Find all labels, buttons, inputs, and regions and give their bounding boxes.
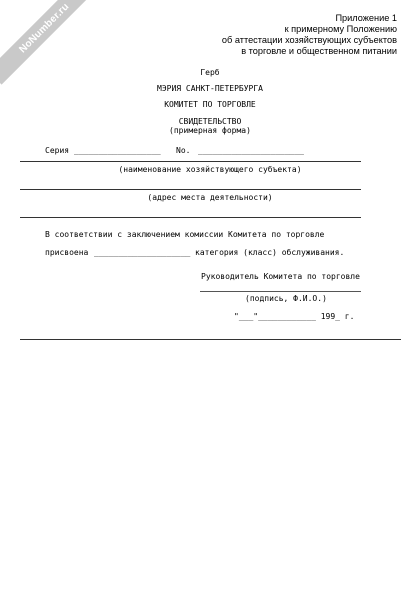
address-line (20, 189, 361, 190)
entity-name-caption: (наименование хозяйствующего субъекта) (118, 165, 302, 174)
signature-line (200, 291, 361, 292)
appendix-line-4: в торговле и общественном питании (241, 46, 397, 56)
watermark-text: NoNumber.ru (16, 0, 72, 56)
number-label: No. (176, 146, 191, 155)
committee-heading: КОМИТЕТ ПО ТОРГОВЛЕ (164, 100, 256, 109)
assigned-label: присвоена (45, 248, 89, 257)
mayoralty-heading: МЭРИЯ САНКТ-ПЕТЕРБУРГА (157, 84, 263, 93)
emblem-label: Герб (200, 68, 220, 77)
appendix-note (222, 13, 397, 57)
signature-caption: (подпись, Ф.И.О.) (245, 294, 327, 303)
series-label: Серия (45, 146, 70, 155)
appendix-line-1: Приложение 1 (335, 13, 397, 23)
conclusion-text: В соответствии с заключением комиссии Комитета по торговле (45, 230, 325, 239)
category-field: ____________________ (94, 248, 191, 257)
date-line: "___"____________ 199_ г. (234, 312, 355, 321)
category-text: категория (класс) обслуживания. (195, 248, 345, 257)
document-subtitle: (примерная форма) (169, 126, 251, 135)
address-caption: (адрес места деятельности) (147, 193, 273, 202)
entity-name-line (20, 161, 361, 162)
bottom-separator (20, 339, 401, 340)
document-title: СВИДЕТЕЛЬСТВО (178, 117, 242, 126)
number-field: ______________________ (198, 146, 304, 155)
appendix-line-3: об аттестации хозяйствующих субъектов (221, 35, 397, 45)
series-field: __________________ (74, 146, 161, 155)
committee-head-title: Руководитель Комитета по торговле (201, 272, 360, 281)
appendix-line-2: к примерному Положению (284, 24, 397, 34)
blank-line (20, 217, 361, 218)
